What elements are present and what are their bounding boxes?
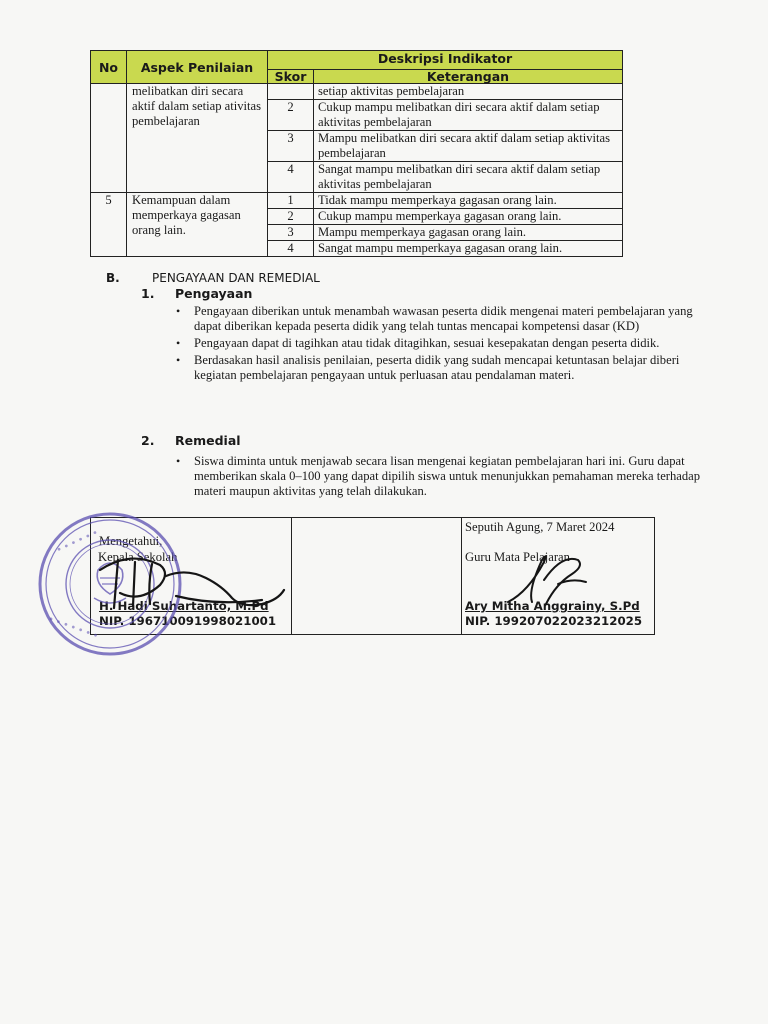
enrichment-number: 1.	[141, 286, 155, 301]
row4-aspect: melibatkan diri secara aktif dalam setiap ativitas pembelajaran	[127, 84, 268, 193]
svg-text:• • • • • • •: • • • • • • •	[46, 614, 100, 641]
row5-score-2: 2	[268, 209, 314, 225]
teacher-role: Guru Mata Pelajaran	[465, 550, 570, 564]
header-no: No	[91, 51, 127, 84]
row5-score-1: 1	[268, 193, 314, 209]
list-item: • Pengayaan diberikan untuk menambah wawasan peserta didik mengenai materi pembelajaran yang dapat diberikan kepada peserta didik yang telah tuntas mencapai kompetensi dasar (KD)	[176, 304, 711, 334]
principal-signature-icon	[80, 540, 290, 630]
row4-remark-2: Cukup mampu melibatkan diri secara aktif dalam setiap aktivitas pembelajaran	[314, 100, 623, 131]
row5-remark-4: Sangat mampu memperkaya gagasan orang lain.	[314, 241, 623, 257]
acknowledged-label: Mengetahui,	[99, 534, 163, 548]
teacher-name: Ary Mitha Anggrainy, S.Pd	[465, 599, 640, 613]
assessment-table	[90, 50, 623, 257]
principal-name: H. Hadi Suhartanto, M.Pd	[99, 599, 269, 613]
place-date: Seputih Agung, 7 Maret 2024	[465, 520, 615, 534]
row4-remark-4: Sangat mampu melibatkan diri secara aktif dalam setiap aktivitas pembelajaran	[314, 162, 623, 193]
teacher-nip: NIP. 199207022023212025	[465, 614, 643, 628]
principal-role: Kepala Sekolah	[98, 550, 178, 564]
enrichment-title: Pengayaan	[175, 286, 253, 301]
section-b-letter: B.	[106, 271, 120, 285]
row5-remark-1: Tidak mampu memperkaya gagasan orang lain.	[314, 193, 623, 209]
header-descriptor: Deskripsi Indikator	[268, 51, 623, 70]
header-score: Skor	[268, 70, 314, 84]
row4-remark-3: Mampu melibatkan diri secara aktif dalam setiap aktivitas pembelajaran	[314, 131, 623, 162]
list-item: • Siswa diminta untuk menjawab secara lisan mengenai kegiatan pembelajaran hari ini. Guru dapat memberikan skala 0–100 yang dapat dipilih siswa untuk menunjukkan pemahaman mereka terhadap materi maupun aktivitas yang telah dilakukan.	[176, 454, 711, 499]
row5-aspect: Kemampuan dalam memperkaya gagasan orang lain.	[127, 193, 268, 257]
remedial-list	[176, 454, 711, 501]
middle-cell	[292, 518, 462, 635]
row5-score-4: 4	[268, 241, 314, 257]
list-item: • Berdasakan hasil analisis penilaian, peserta didik yang sudah mencapai ketuntasan belajar diberi kegiatan pembelajaran pengayaan untuk perluasan atau pendalaman materi.	[176, 353, 711, 383]
row5-score-3: 3	[268, 225, 314, 241]
row4-score-2: 2	[268, 100, 314, 131]
row4-score-1	[268, 84, 314, 100]
header-remarks: Keterangan	[314, 70, 623, 84]
enrichment-list	[176, 304, 711, 385]
remedial-heading	[141, 433, 241, 448]
row4-score-4: 4	[268, 162, 314, 193]
teacher-signature-icon	[500, 550, 600, 610]
section-b-title: PENGAYAAN DAN REMEDIAL	[152, 271, 320, 285]
section-b-heading	[106, 271, 320, 286]
enrichment-heading	[141, 286, 252, 301]
remedial-title: Remedial	[175, 433, 241, 448]
row5-remark-3: Mampu memperkaya gagasan orang lain.	[314, 225, 623, 241]
row5-no: 5	[91, 193, 127, 257]
header-aspect: Aspek Penilaian	[127, 51, 268, 84]
row5-remark-2: Cukup mampu memperkaya gagasan orang lain.	[314, 209, 623, 225]
row4-no	[91, 84, 127, 193]
row4-score-3: 3	[268, 131, 314, 162]
svg-text:• • • • • •: • • • • • •	[55, 527, 100, 555]
remedial-number: 2.	[141, 433, 155, 448]
list-item: • Pengayaan dapat di tagihkan atau tidak ditagihkan, sesuai kesepakatan dengan peserta didik.	[176, 336, 711, 351]
row4-remark-1: setiap aktivitas pembelajaran	[314, 84, 623, 100]
principal-nip: NIP. 196710091998021001	[99, 614, 277, 628]
